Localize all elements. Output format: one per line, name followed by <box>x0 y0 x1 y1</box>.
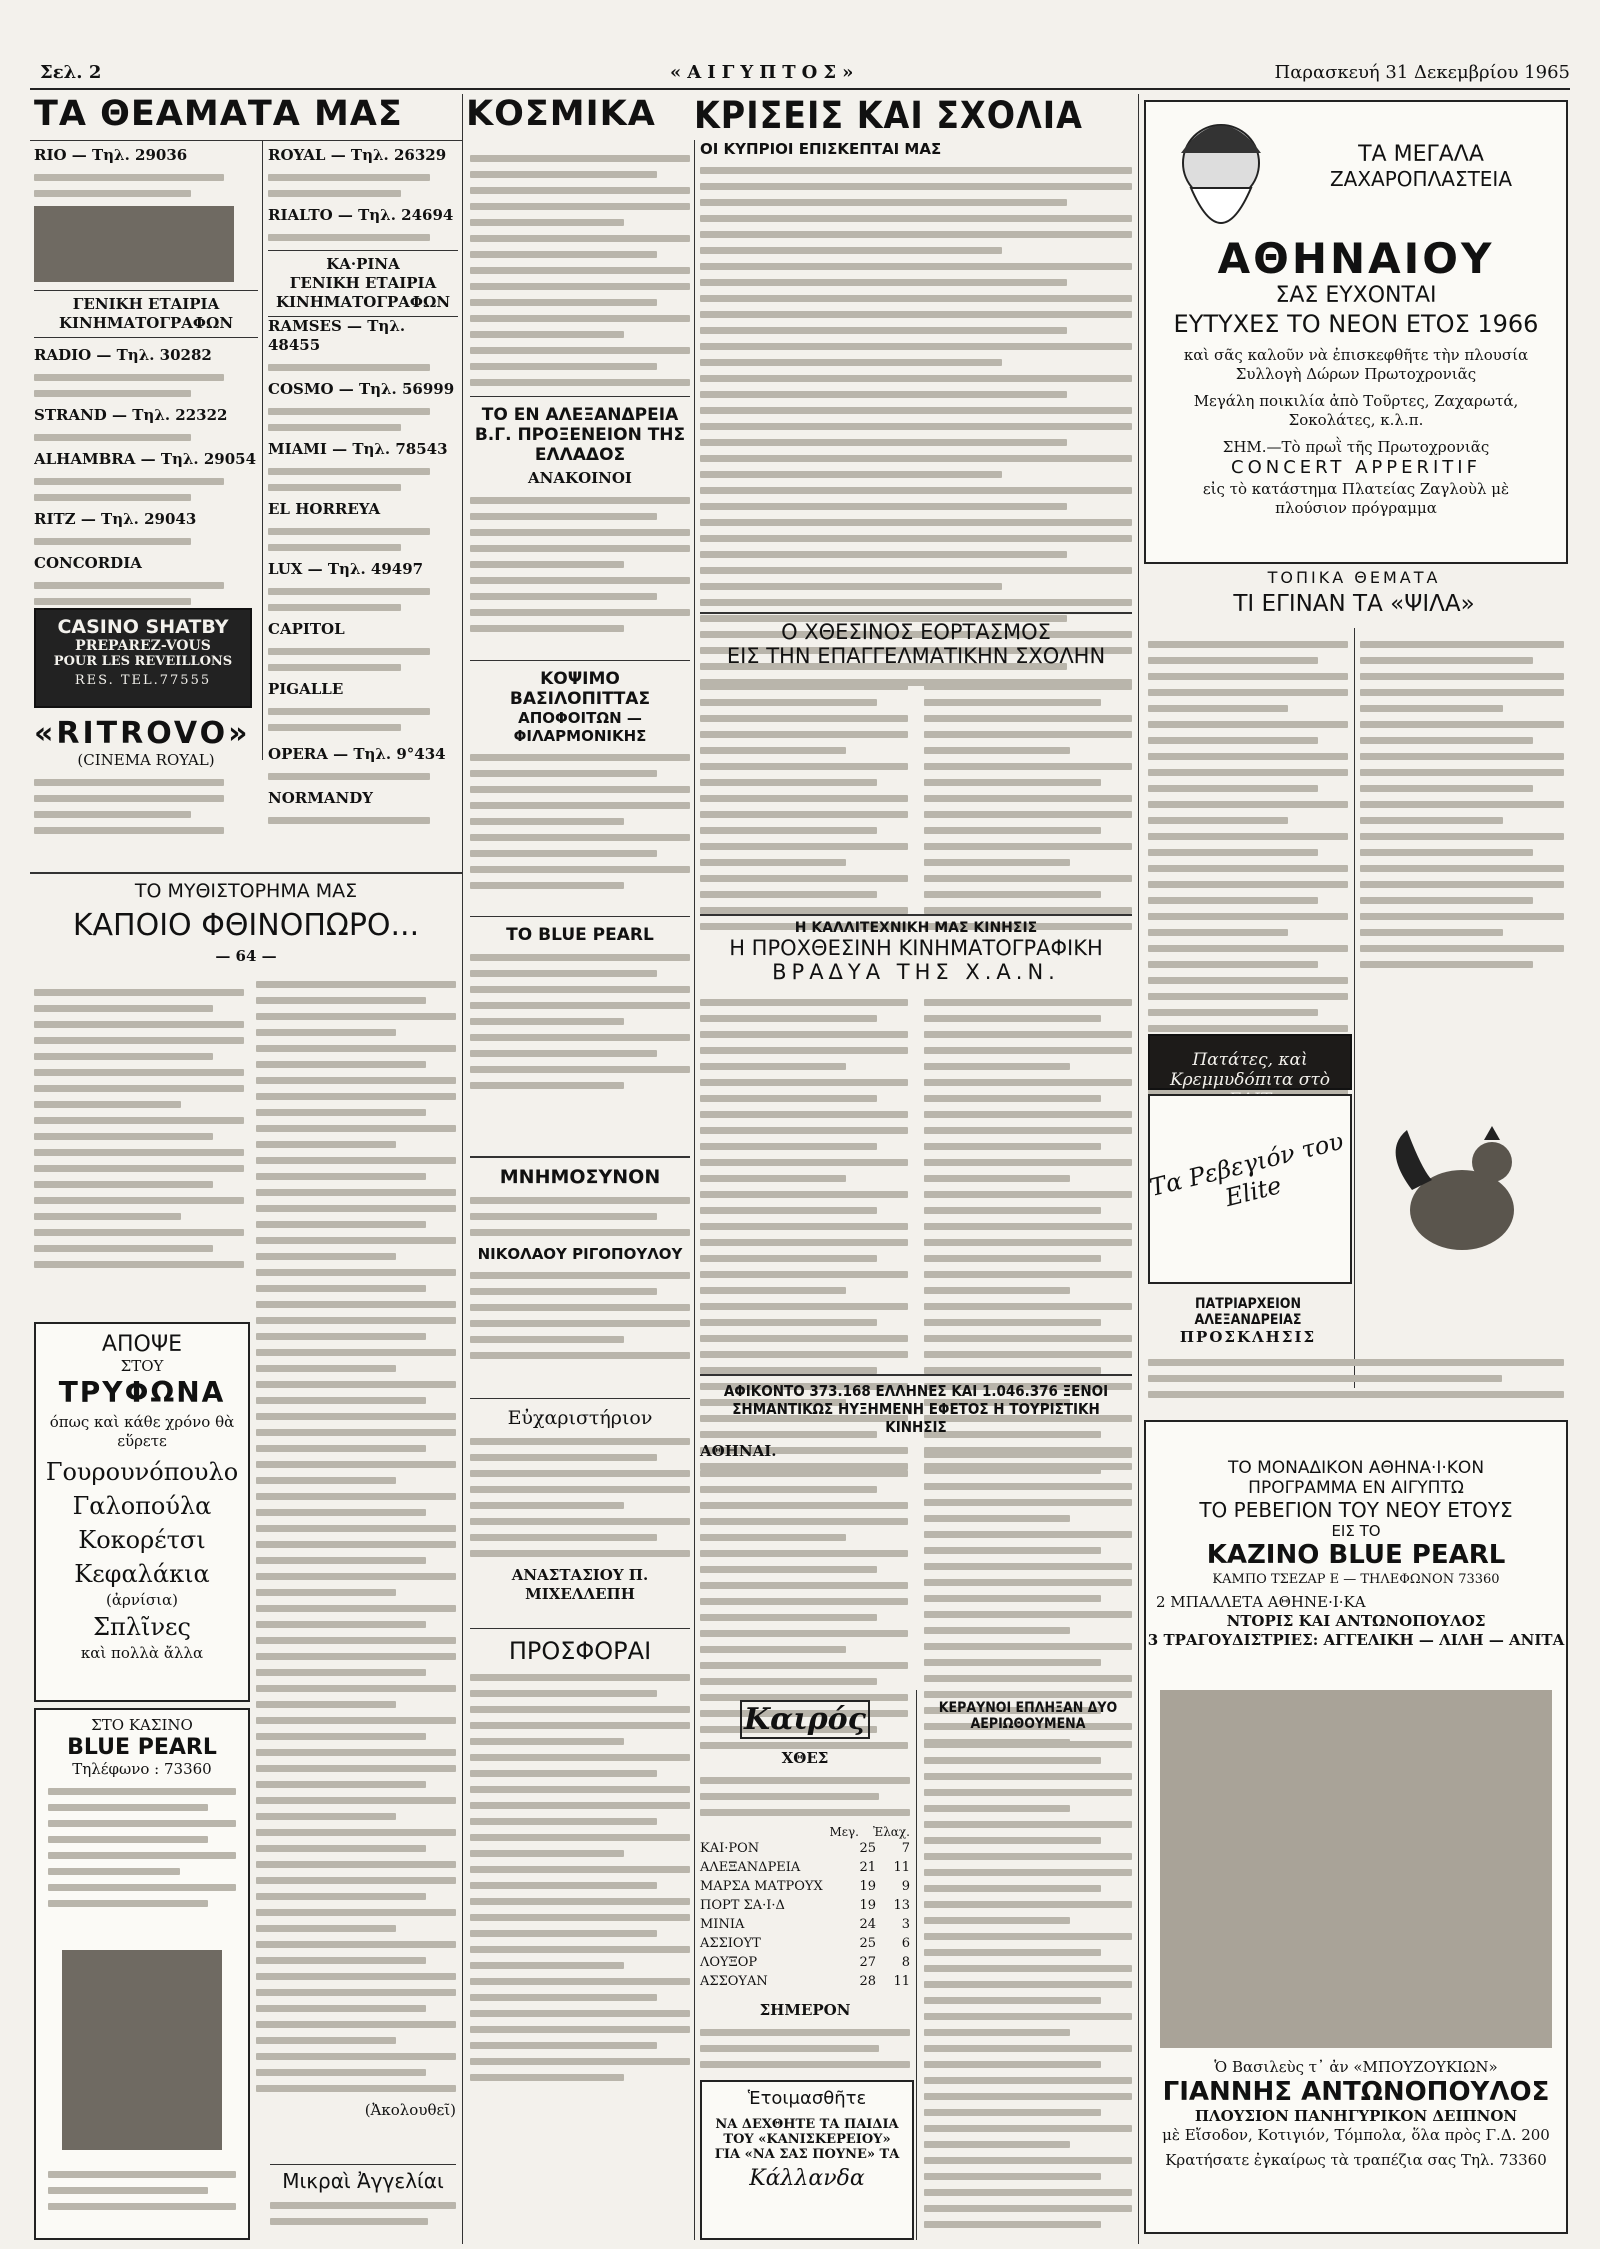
tryfona-name: ΤΡΥΦΩΝΑ <box>58 1376 226 1409</box>
memorial-notice <box>470 1156 690 1368</box>
weather-city: ΛΟΥΞΟΡ <box>700 1955 758 1970</box>
consulate-title: ΤΟ ΕΝ ΑΛΕΞΑΝΔΡΕΙΑ Β.Γ. ΠΡΟΞΕΝΕΙΟΝ ΤΗΣ ΕΛΛΑΔΟΣ <box>474 405 686 465</box>
athinaiou-kicker: ΤΑ ΜΕΓΑΛΑ <box>1358 142 1484 167</box>
elite-banner <box>1148 1034 1352 1090</box>
section-theaters: ΤΑ ΘΕΑΜΑΤΑ ΜΑΣ <box>34 94 403 134</box>
cinema-entry: CONCORDIA <box>34 554 142 572</box>
memorial-name: ΝΙΚΟΛΑΟΥ ΡΙΓΟΠΟΥΛΟΥ <box>477 1245 683 1263</box>
thanks-title: Εὐχαριστήριον <box>507 1407 653 1429</box>
cinema-entry: CAPITOL <box>268 620 345 638</box>
tourism-title: ΣΗΜΑΝΤΙΚΩΣ ΗΥΞΗΜΕΝΗ ΕΦΕΤΟΣ Η ΤΟΥΡΙΣΤΙΚΗ ΚΙΝΗΣΙΣ <box>732 1400 1100 1436</box>
carols-title: Ἑτοιμασθῆτε <box>747 2088 867 2109</box>
weather-section <box>700 1700 910 2077</box>
consulate-notice-label: ΑΝΑΚΟΙΝΟΙ <box>528 469 632 487</box>
tryfona-more: καὶ πολλὰ ἄλλα <box>80 1644 204 1662</box>
lightning-title: ΚΕΡΑΥΝΟΙ ΕΠΛΗΞΑΝ ΔΥΟ ΑΕΡΙΩΘΟΥΜΕΝΑ <box>938 1700 1118 1732</box>
weather-min: 9 <box>901 1879 910 1894</box>
cypriots-kicker: ΟΙ ΚΥΠΡΙΟΙ ΕΠΙΣΚΕΠΤΑΙ ΜΑΣ <box>700 140 942 158</box>
classifieds-title: Μικραὶ Ἀγγελίαι <box>282 2169 444 2193</box>
paper-name: «ΑΙΓΥΠΤΟΣ» <box>670 62 860 83</box>
kazino-line: ΤΟ ΡΕΒΕΓΙΟΝ ΤΟΥ ΝΕΟΥ ΕΤΟΥΣ <box>1199 1498 1513 1522</box>
masthead-rule <box>30 88 1570 90</box>
menu-item: Γουρουνόπουλο <box>45 1458 239 1486</box>
weather-min: 13 <box>893 1898 910 1913</box>
column-divider <box>1354 628 1355 1388</box>
weather-max: 25 <box>859 1936 876 1951</box>
weather-max: 27 <box>859 1955 876 1970</box>
blue-pearl-article <box>470 916 690 1098</box>
section-social: ΚΟΣΜΙΚΑ <box>466 94 656 134</box>
novel-text-col2 <box>256 972 456 2202</box>
cinema-entry: RAMSES — Τηλ. 48455 <box>268 317 406 354</box>
consulate-notice <box>470 396 690 641</box>
art-kicker: Η ΚΑΛΛΙΤΕΧΝΙΚΗ ΜΑΣ ΚΙΝΗΣΙΣ <box>794 920 1038 936</box>
tourism-title: ΑΦΙΚΟΝΤΟ 373.168 ΕΛΛΗΝΕΣ ΚΑΙ 1.046.376 ΞΕΝΟΙ <box>723 1382 1109 1400</box>
weather-row <box>700 1934 910 1953</box>
cinema-entry: ALHAMBRA — Τηλ. 29054 <box>34 450 257 468</box>
blue-pearl-advert <box>34 1708 250 2240</box>
menu-item: Κεφαλάκια <box>74 1560 210 1588</box>
kazino-singers: 3 ΤΡΑΓΟΥΔΙΣΤΡΙΕΣ: ΑΓΓΕΛΙΚΗ — ΛΙΛΗ — ΑΝΙΤΑ <box>1147 1631 1565 1649</box>
kazino-artist: ΓΙΑΝΝΗΣ ΑΝΤΩΝΟΠΟΥΛΟΣ <box>1162 2077 1550 2107</box>
athinaiou-concert: CONCERT APPERITIF <box>1231 457 1481 478</box>
local-text-col2 <box>1360 632 1564 1042</box>
cinema-entry: RITZ — Τηλ. 29043 <box>34 510 197 528</box>
weather-row <box>700 1839 910 1858</box>
weather-city: ΠΟΡΤ ΣΑ·Ι·Δ <box>700 1898 785 1913</box>
column-divider <box>262 140 263 760</box>
cinema-entry: NORMANDY <box>268 789 373 807</box>
patriarchate-subtitle: ΠΡΟΣΚΛΗΣΙΣ <box>1179 1328 1317 1346</box>
column-divider <box>916 1690 917 2240</box>
weather-city: ΜΑΡΣΑ ΜΑΤΡΟΥΧ <box>700 1879 823 1894</box>
kazino-bottom: μὲ Εἴσοδον, Κοτιγιόν, Τόμπολα, ὅλα πρὸς Γ.Δ. 200 <box>1162 2126 1550 2144</box>
vasilopita-title: ΚΟΨΙΜΟ ΒΑΣΙΛΟΠΙΤΤΑΣ <box>509 669 651 709</box>
patriarchate-text <box>1148 1350 1564 1410</box>
memorial-title: ΜΝΗΜΟΣΥΝΟΝ <box>499 1166 661 1188</box>
local-section <box>1144 568 1564 617</box>
cinema-entry: OPERA — Τηλ. 9°434 <box>268 745 446 763</box>
kazino-bottom: ΠΛΟΥΣΙΟΝ ΠΑΝΗΓΥΡΙΚΟΝ ΔΕΙΠΝΟΝ <box>1194 2107 1518 2125</box>
kazino-line: ΝΤΟΡΙΣ ΚΑΙ ΑΝΤΩΝΟΠΟΥΛΟΣ <box>1226 1612 1486 1630</box>
issue-date: Παρασκευή 31 Δεκεμβρίου 1965 <box>1274 62 1570 83</box>
weather-city: ΑΣΣΟΥΑΝ <box>700 1974 768 1989</box>
menu-item-note: (ἀρνίσια) <box>106 1591 178 1609</box>
casino-line: POUR LES REVEILLONS <box>53 654 233 669</box>
novel-text-col1 <box>34 980 244 1310</box>
athinaiou-kicker-2: ΖΑΧΑΡΟΠΛΑΣΤΕΙΑ <box>1329 167 1513 191</box>
column-divider <box>694 140 695 2240</box>
weather-max: 19 <box>859 1898 876 1913</box>
donations-title: ΠΡΟΣΦΟΡΑΙ <box>508 1637 652 1665</box>
kazino-bottom: Κρατήσατε ἐγκαίρως τὰ τραπέζια σας Τηλ. 73360 <box>1165 2151 1547 2169</box>
weather-city: ΑΛΕΞΑΝΔΡΕΙΑ <box>700 1860 801 1875</box>
kazino-line: ΠΡΟΓΡΑΜΜΑ ΕΝ ΑΙΓΥΠΤΩ <box>1248 1478 1464 1498</box>
thanks-notice <box>470 1398 690 1604</box>
local-title: ΤΙ ΕΓΙΝΑΝ ΤΑ «ΨΙΛΑ» <box>1233 591 1475 617</box>
athinaiou-wish: ΕΥΤΥΧΕΣ ΤΟ ΝΕΟΝ ΕΤΟΣ 1966 <box>1173 310 1539 338</box>
weather-city: ΑΣΣΙΟΥΤ <box>700 1936 761 1951</box>
column-divider <box>1138 94 1139 2244</box>
cinema-advert-image <box>34 206 234 282</box>
cinema-entry: LUX — Τηλ. 49497 <box>268 560 424 578</box>
weather-min: 6 <box>901 1936 910 1951</box>
weather-header-max: Μεγ. <box>829 1825 859 1839</box>
cinema-entry: PIGALLE <box>268 680 344 698</box>
weather-row <box>700 1972 910 1991</box>
classifieds <box>270 2164 456 2234</box>
weather-max: 25 <box>859 1841 876 1856</box>
carols-line: ΤΟΥ «ΚΑΝΙΣΚΕΡΕΙΟΥ» <box>723 2132 891 2147</box>
cinema-entry: RIO — Τηλ. 29036 <box>34 146 188 164</box>
tryfona-advert <box>34 1322 250 1702</box>
kazino-advert <box>1144 1420 1568 2234</box>
blue-pearl-phone: Τηλέφωνο : 73360 <box>72 1760 212 1778</box>
athinaiou-text: Μεγάλη ποικιλία ἀπὸ Τοῦρτες, Ζαχαρωτά, Σοκολάτες, κ.λ.π. <box>1193 392 1519 429</box>
tryfona-intro: όπως καὶ κάθε χρόνο θὰ εὕρετε <box>49 1413 235 1450</box>
weather-max: 21 <box>859 1860 876 1875</box>
blue-pearl-kicker: ΣΤΟ ΚΑΣΙΝΟ <box>91 1716 193 1734</box>
rooster-illustration <box>1372 1110 1552 1280</box>
novel-part: — 64 — <box>215 947 277 965</box>
weather-header-min: Ἐλαχ. <box>872 1825 910 1839</box>
carols-line: ΓΙΑ «ΝΑ ΣΑΣ ΠΟΥΝΕ» ΤΑ <box>714 2147 900 2162</box>
weather-row <box>700 1858 910 1877</box>
page-number: Σελ. 2 <box>40 62 102 83</box>
carols-line: ΝΑ ΔΕΧΘΗΤΕ ΤΑ ΠΑΙΔΙΑ <box>715 2117 899 2132</box>
weather-today: ΣΗΜΕΡΟΝ <box>759 2001 851 2019</box>
tourism-dateline: ΑΘΗΝΑΙ. <box>700 1442 777 1460</box>
kazino-bottom: Ὁ Βασιλεὺς τ᾽ ἀν «ΜΠΟΥΖΟΥΚΙΩΝ» <box>1214 2058 1498 2076</box>
local-kicker: ΤΟΠΙΚΑ ΘΕΜΑΤΑ <box>1267 568 1441 587</box>
weather-title: Καιρός <box>740 1700 870 1739</box>
kazino-name: ΚΑΖΙΝΟ BLUE PEARL <box>1206 1540 1506 1570</box>
company-name: ΓΕΝΙΚΗ ΕΤΑΙΡΙΑ ΚΙΝΗΜΑΤΟΓΡΑΦΩΝ <box>268 274 458 317</box>
casino-phone: RES. TEL.77555 <box>74 673 212 688</box>
kazino-line: ΤΟ ΜΟΝΑΔΙΚΟΝ ΑΘΗΝΑ·Ι·ΚΟΝ <box>1227 1458 1485 1478</box>
cinema-entry: EL HORREYA <box>268 500 381 518</box>
weather-min: 8 <box>901 1955 910 1970</box>
weather-min: 7 <box>901 1841 910 1856</box>
school-title: ΕΙΣ ΤΗΝ ΕΠΑΓΓΕΛΜΑΤΙΚΗΝ ΣΧΟΛΗΝ <box>726 644 1106 668</box>
weather-row <box>700 1915 910 1934</box>
athinaiou-text: ΣΗΜ.—Τὸ πρωῒ τῆς Πρωτοχρονιᾶς <box>1222 438 1490 456</box>
blue-pearl-name: BLUE PEARL <box>67 1735 217 1760</box>
cinema-entry: MIAMI — Τηλ. 78543 <box>268 440 448 458</box>
ritrovo-subtitle: (CINEMA ROYAL) <box>77 751 215 769</box>
ritrovo-advert <box>34 716 258 843</box>
weather-min: 11 <box>893 1860 910 1875</box>
weather-table-header <box>700 1825 910 1839</box>
masthead <box>30 62 1570 88</box>
thanks-signature: ΑΝΑΣΤΑΣΙΟΥ Π. ΜΙΧΕΛΛΕΠΗ <box>511 1566 649 1603</box>
patriarchate-notice <box>1148 1296 1348 1347</box>
singer-photo <box>62 1950 222 2150</box>
continued-note: (Ἀκολουθεῖ) <box>364 2101 456 2119</box>
weather-min: 11 <box>893 1974 910 1989</box>
reveillon-text: Τα Ρεβεγιόν του Elite <box>1146 1126 1347 1213</box>
tryfona-tonight: ΑΠΟΨΕ <box>101 1332 183 1357</box>
casino-line: PREPAREZ-VOUS <box>75 638 211 654</box>
cinema-entry: RIALTO — Τηλ. 24694 <box>268 206 454 224</box>
weather-max: 28 <box>859 1974 876 1989</box>
weather-row <box>700 1877 910 1896</box>
patriarchate-title: ΠΑΤΡΙΑΡΧΕΙΟΝ ΑΛΕΞΑΝΔΡΕΙΑΣ <box>1194 1296 1302 1328</box>
athinaiou-advert <box>1144 100 1568 564</box>
weather-max: 24 <box>859 1917 876 1932</box>
cinema-entry: COSMO — Τηλ. 56999 <box>268 380 455 398</box>
lightning-article <box>924 1700 1132 2237</box>
carols-word: Κάλλανδα <box>749 2166 865 2191</box>
company-name: ΓΕΝΙΚΗ ΕΤΑΙΡΙΑ ΚΙΝΗΜΑΤΟΓΡΑΦΩΝ <box>34 290 258 338</box>
cinema-entry: ROYAL — Τηλ. 26329 <box>268 146 447 164</box>
blue-pearl-article-title: ΤΟ BLUE PEARL <box>506 925 654 945</box>
art-title: Η ΠΡΟΧΘΕΣΙΝΗ ΚΙΝΗΜΑΤΟΓΡΑΦΙΚΗ <box>729 936 1103 960</box>
weather-table <box>700 1839 910 1991</box>
tryfona-at: ΣΤΟΥ <box>120 1357 164 1375</box>
novel-section <box>30 880 462 966</box>
casino-title: CASINO SHATBY <box>57 616 229 638</box>
athinaiou-text: εἰς τὸ κατάστημα Πλατείας Ζαγλοὺλ μὲ πλούσιον πρόγραμμα <box>1202 480 1510 517</box>
section-rule <box>30 872 462 874</box>
social-text <box>470 146 690 386</box>
ritrovo-title: «RITROVO» <box>34 716 251 751</box>
weather-max: 19 <box>859 1879 876 1894</box>
athinaiou-wish: ΣΑΣ ΕΥΧΟΝΤΑΙ <box>1275 283 1437 308</box>
weather-city: ΚΑΙ·ΡΟΝ <box>700 1841 760 1856</box>
reveillon-advert <box>1148 1094 1352 1284</box>
vasilopita-subtitle: ΑΠΟΦΟΙΤΩΝ — ΦΙΛΑΡΜΟΝΙΚΗΣ <box>513 709 647 745</box>
weather-yesterday: ΧΘΕΣ <box>781 1749 829 1767</box>
novel-title: ΚΑΠΟΙΟ ΦΘΙΝΟΠΩΡΟ... <box>72 908 420 943</box>
weather-min: 3 <box>901 1917 910 1932</box>
elite-banner-text: Πατάτες, καὶ Κρεμμυδόπιτα στὸ <box>1169 1050 1331 1090</box>
casino-advert <box>34 608 252 708</box>
weather-row <box>700 1953 910 1972</box>
athinaiou-text: καὶ σᾶς καλοῦν νὰ ἐπισκεφθῆτε τὴν πλουσία Συλλογὴ Δώρων Πρωτοχρονιᾶς <box>1183 346 1529 383</box>
weather-city: ΜΙΝΙΑ <box>700 1917 745 1932</box>
dancers-photo <box>1160 1690 1552 2048</box>
weather-row <box>700 1896 910 1915</box>
novel-kicker: ΤΟ ΜΥΘΙΣΤΟΡΗΜΑ ΜΑΣ <box>134 880 358 902</box>
vasilopita-article <box>470 660 690 898</box>
column-divider <box>462 94 463 2244</box>
kazino-line: ΕΙΣ ΤΟ <box>1331 1522 1381 1540</box>
carols-advert <box>700 2080 914 2240</box>
kazino-phone: ΚΑΜΠΟ ΤΣΕΖΑΡ Ε — ΤΗΛΕΦΩΝΟΝ 73360 <box>1212 1572 1500 1587</box>
menu-item: Κοκορέτσι <box>78 1526 206 1554</box>
section-comments: ΚΡΙΣΕΙΣ ΚΑΙ ΣΧΟΛΙΑ <box>694 94 1083 137</box>
athinaiou-name: ΑΘΗΝΑΙΟΥ <box>1217 234 1495 283</box>
menu-item: Σπλῖνες <box>93 1613 191 1641</box>
cinema-column-left <box>34 146 258 666</box>
art-title: ΒΡΑΔΥΑ ΤΗΣ Χ.Α.Ν. <box>772 960 1060 984</box>
cinema-entry: RADIO — Τηλ. 30282 <box>34 346 212 364</box>
kaipina-heading: ΚΑ·ΡΙΝΑ <box>268 250 458 274</box>
cinema-column-right <box>268 146 458 846</box>
cinema-entry: STRAND — Τηλ. 22322 <box>34 406 228 424</box>
school-article <box>700 612 1132 939</box>
section-rule <box>30 140 462 141</box>
donations-section <box>470 1628 690 2090</box>
menu-item: Γαλοπούλα <box>72 1492 212 1520</box>
school-title: Ο ΧΘΕΣΙΝΟΣ ΕΟΡΤΑΣΜΟΣ <box>781 620 1051 644</box>
kazino-line: 2 ΜΠΑΛΛΕΤΑ ΑΘΗΝΕ·Ι·ΚΑ <box>1156 1593 1366 1611</box>
